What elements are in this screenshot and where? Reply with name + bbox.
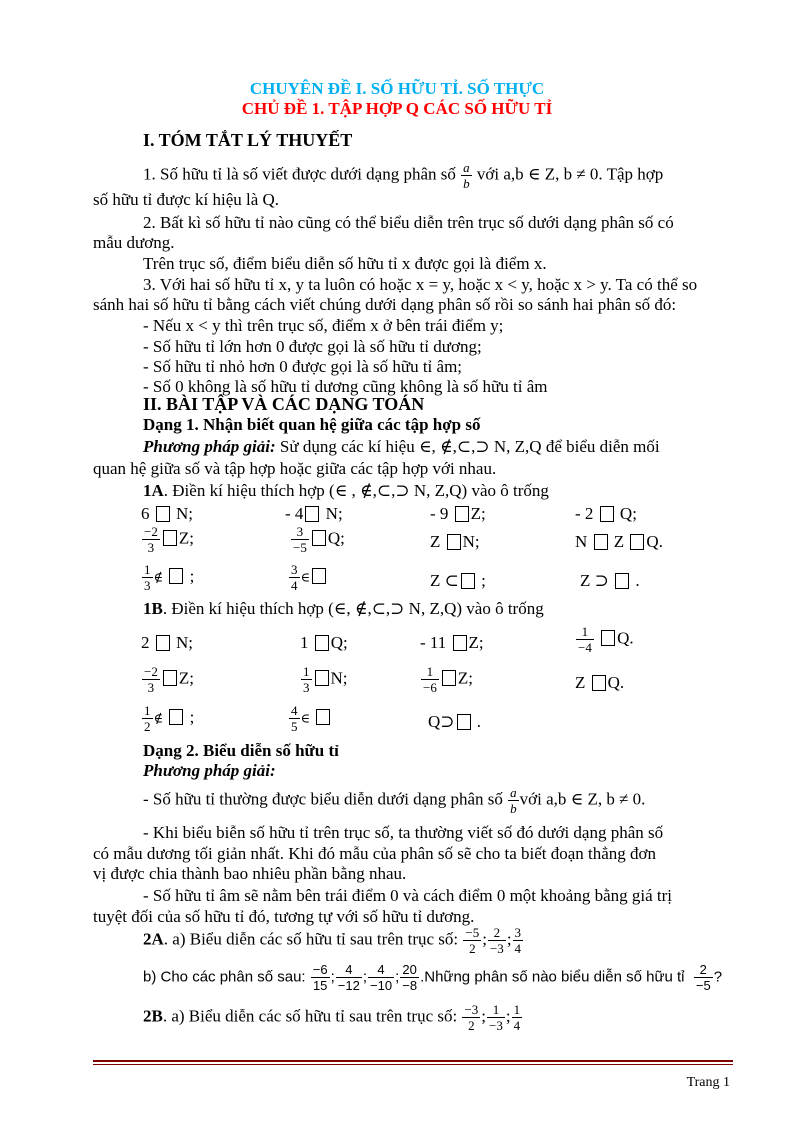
answer-box[interactable] (163, 530, 177, 546)
ex1a-item: Z ⊂ ; (430, 571, 486, 590)
answer-box[interactable] (315, 670, 329, 686)
fraction-a-b: $\frac{a}{b}$ (510, 785, 517, 816)
form-2-para-3-cont: tuyệt đối của số hữu tỉ đó, tương tự với số hữu tỉ dương. (93, 907, 475, 926)
answer-box[interactable] (169, 709, 183, 725)
ex1a-item: - 9 Z; (430, 504, 486, 523)
answer-box[interactable] (163, 670, 177, 686)
form-1-method-cont: quan hệ giữa số và tập hợp hoặc giữa các tập hợp với nhau. (93, 459, 497, 478)
answer-box[interactable] (630, 534, 644, 550)
theory-para-3: Trên trục số, điểm biểu diễn số hữu tỉ x được gọi là điểm x. (143, 254, 547, 273)
ex1b-item: $\frac{-2}{3}$ Z; (144, 664, 194, 695)
exercise-2b-a: 2B. a) Biểu diễn các số hữu tỉ sau trên trục số: $\frac{-3}{2}$ ; $\frac{1}{-3}$ ; $\frac{1}{4}$ (143, 1002, 521, 1033)
answer-box[interactable] (461, 573, 475, 589)
theory-para-2-cont: mẫu dương. (93, 233, 175, 252)
answer-box[interactable] (594, 534, 608, 550)
exercise-1b-prompt: 1B. Điền kí hiệu thích hợp (∈, ∉,⊂,⊃ N, Z,Q) vào ô trống (143, 599, 544, 618)
theory-para-4: 3. Với hai số hữu tỉ x, y ta luôn có hoặc x = y, hoặc x < y, hoặc x > y. Ta có thể so (143, 275, 698, 294)
answer-box[interactable] (457, 714, 471, 730)
answer-box[interactable] (601, 630, 615, 646)
theory-bullet-2: - Số hữu tỉ lớn hơn 0 được gọi là số hữu tỉ dương; (143, 337, 482, 356)
answer-box[interactable] (312, 568, 326, 584)
answer-box[interactable] (169, 568, 183, 584)
exercise-2a-a: 2A. a) Biểu diễn các số hữu tỉ sau trên trục số: $\frac{-5}{2}$ ; $\frac{2}{-3}$ ; $\frac{3}{4}$ (143, 925, 522, 956)
answer-box[interactable] (600, 506, 614, 522)
form-2-para-2-cont2: vị được chia thành bao nhiêu phần bằng nhau. (93, 864, 407, 883)
ex1b-item: - 11 Z; (420, 633, 484, 652)
form-2-para-1: - Số hữu tỉ thường được biểu diễn dưới dạng phân số $\frac{a}{b}$ với a,b ∈ Z, b ≠ 0. (143, 785, 646, 816)
form-2-para-3: - Số hữu tỉ âm sẽ nằm bên trái điểm 0 và cách điểm 0 một khoảng bằng giá trị (143, 886, 673, 905)
theory-bullet-4: - Số 0 không là số hữu tỉ dương cũng không là số hữu tỉ âm (143, 377, 548, 396)
exercise-1a-prompt: 1A. Điền kí hiệu thích hợp (∈ , ∉,⊂,⊃ N, Z,Q) vào ô trống (143, 481, 549, 500)
ex1a-item: N Z Q. (575, 532, 663, 551)
fraction-a-b: $\frac{a}{b}$ (463, 160, 470, 191)
ex1b-item: $\frac{1}{3}$ N; (303, 664, 348, 695)
ex1a-item: Z N; (430, 532, 480, 551)
answer-box[interactable] (453, 635, 467, 651)
ex1a-item: $\frac{3}{-5}$ Q; (293, 524, 345, 555)
form-2-para-2: - Khi biểu biễn số hữu tỉ trên trục số, ta thường viết số đó dưới dạng phân số (143, 823, 664, 842)
exercise-2a-b: b) Cho các phân số sau: $\frac{-6}{15}$ ; $\frac{4}{-12}$ ; $\frac{4}{-10}$ ; $\frac{20}{-8}$ .Những phân số nào biểu diễn số hữu tỉ $\frac{2}{-5}$ ? (143, 962, 723, 993)
document-subtitle: CHỦ ĐỀ 1. TẬP HỢP Q CÁC SỐ HỮU TỈ (241, 99, 553, 118)
theory-para-4-cont: sánh hai số hữu tỉ bằng cách viết chúng dưới dạng phân số rồi so sánh hai phân số đó: (93, 295, 677, 314)
answer-box[interactable] (455, 506, 469, 522)
theory-para-1-cont: số hữu tỉ được kí hiệu là Q. (93, 190, 280, 209)
ex1a-item: - 2 Q; (575, 504, 637, 523)
ex1b-item: $\frac{1}{2}$ ∉ ; (144, 703, 195, 734)
ex1a-item: 6 N; (141, 504, 193, 523)
page-number: Trang 1 (686, 1075, 730, 1090)
answer-box[interactable] (316, 709, 330, 725)
answer-box[interactable] (156, 635, 170, 651)
form-1-method: Phương pháp giải: Sử dụng các kí hiệu ∈, ∉,⊂,⊃ N, Z,Q để biểu diễn mối (143, 437, 660, 456)
answer-box[interactable] (442, 670, 456, 686)
theory-para-1: 1. Số hữu tỉ là số viết được dưới dạng phân số $\frac{a}{b}$ với a,b ∈ Z, b ≠ 0. Tập hợp (143, 160, 664, 191)
answer-box[interactable] (312, 530, 326, 546)
ex1a-item: Z ⊃ . (580, 571, 640, 590)
ex1b-item: $\frac{1}{-4}$ Q. (578, 624, 634, 655)
theory-bullet-1: - Nếu x < y thì trên trục số, điểm x ở bên trái điểm y; (143, 316, 504, 335)
ex1a-item: - 4 N; (285, 504, 343, 523)
document-title: CHUYÊN ĐỀ I. SỐ HỮU TỈ. SỐ THỰC (249, 79, 545, 98)
footer-rule-thin (93, 1064, 733, 1065)
ex1b-item: Q⊃ . (428, 712, 482, 731)
ex1a-item: $\frac{-2}{3}$ Z; (144, 524, 194, 555)
form-2-method-label: Phương pháp giải: (143, 761, 276, 780)
form-2-title: Dạng 2. Biểu diễn số hữu tỉ (143, 741, 339, 760)
section-heading-theory: I. TÓM TẮT LÝ THUYẾT (143, 130, 353, 150)
ex1a-item: $\frac{1}{3}$ ∉ ; (144, 562, 195, 593)
form-1-title: Dạng 1. Nhận biết quan hệ giữa các tập hợp số (143, 415, 481, 434)
answer-box[interactable] (447, 534, 461, 550)
theory-para-2: 2. Bất kì số hữu tỉ nào cũng có thể biểu diễn trên trục số dưới dạng phân số có (143, 213, 674, 232)
theory-bullet-3: - Số hữu tỉ nhỏ hơn 0 được gọi là số hữu tỉ âm; (143, 357, 463, 376)
ex1b-item: $\frac{1}{-6}$ Z; (423, 664, 473, 695)
ex1b-item: 1 Q; (300, 633, 348, 652)
answer-box[interactable] (615, 573, 629, 589)
answer-box[interactable] (315, 635, 329, 651)
ex1b-item: Z Q. (575, 673, 625, 692)
footer-rule (93, 1060, 733, 1062)
ex1b-item: $\frac{4}{5}$ ∈ (288, 703, 332, 734)
answer-box[interactable] (592, 675, 606, 691)
ex1b-item: 2 N; (141, 633, 193, 652)
ex1a-item: $\frac{3}{4}$ ∈ (288, 562, 328, 593)
answer-box[interactable] (156, 506, 170, 522)
section-heading-exercises: II. BÀI TẬP VÀ CÁC DẠNG TOÁN (143, 394, 425, 414)
answer-box[interactable] (305, 506, 319, 522)
form-2-para-2-cont: có mẫu dương tối giản nhất. Khi đó mẫu của phân số sẽ cho ta biết đoạn thẳng đơn (93, 844, 657, 863)
